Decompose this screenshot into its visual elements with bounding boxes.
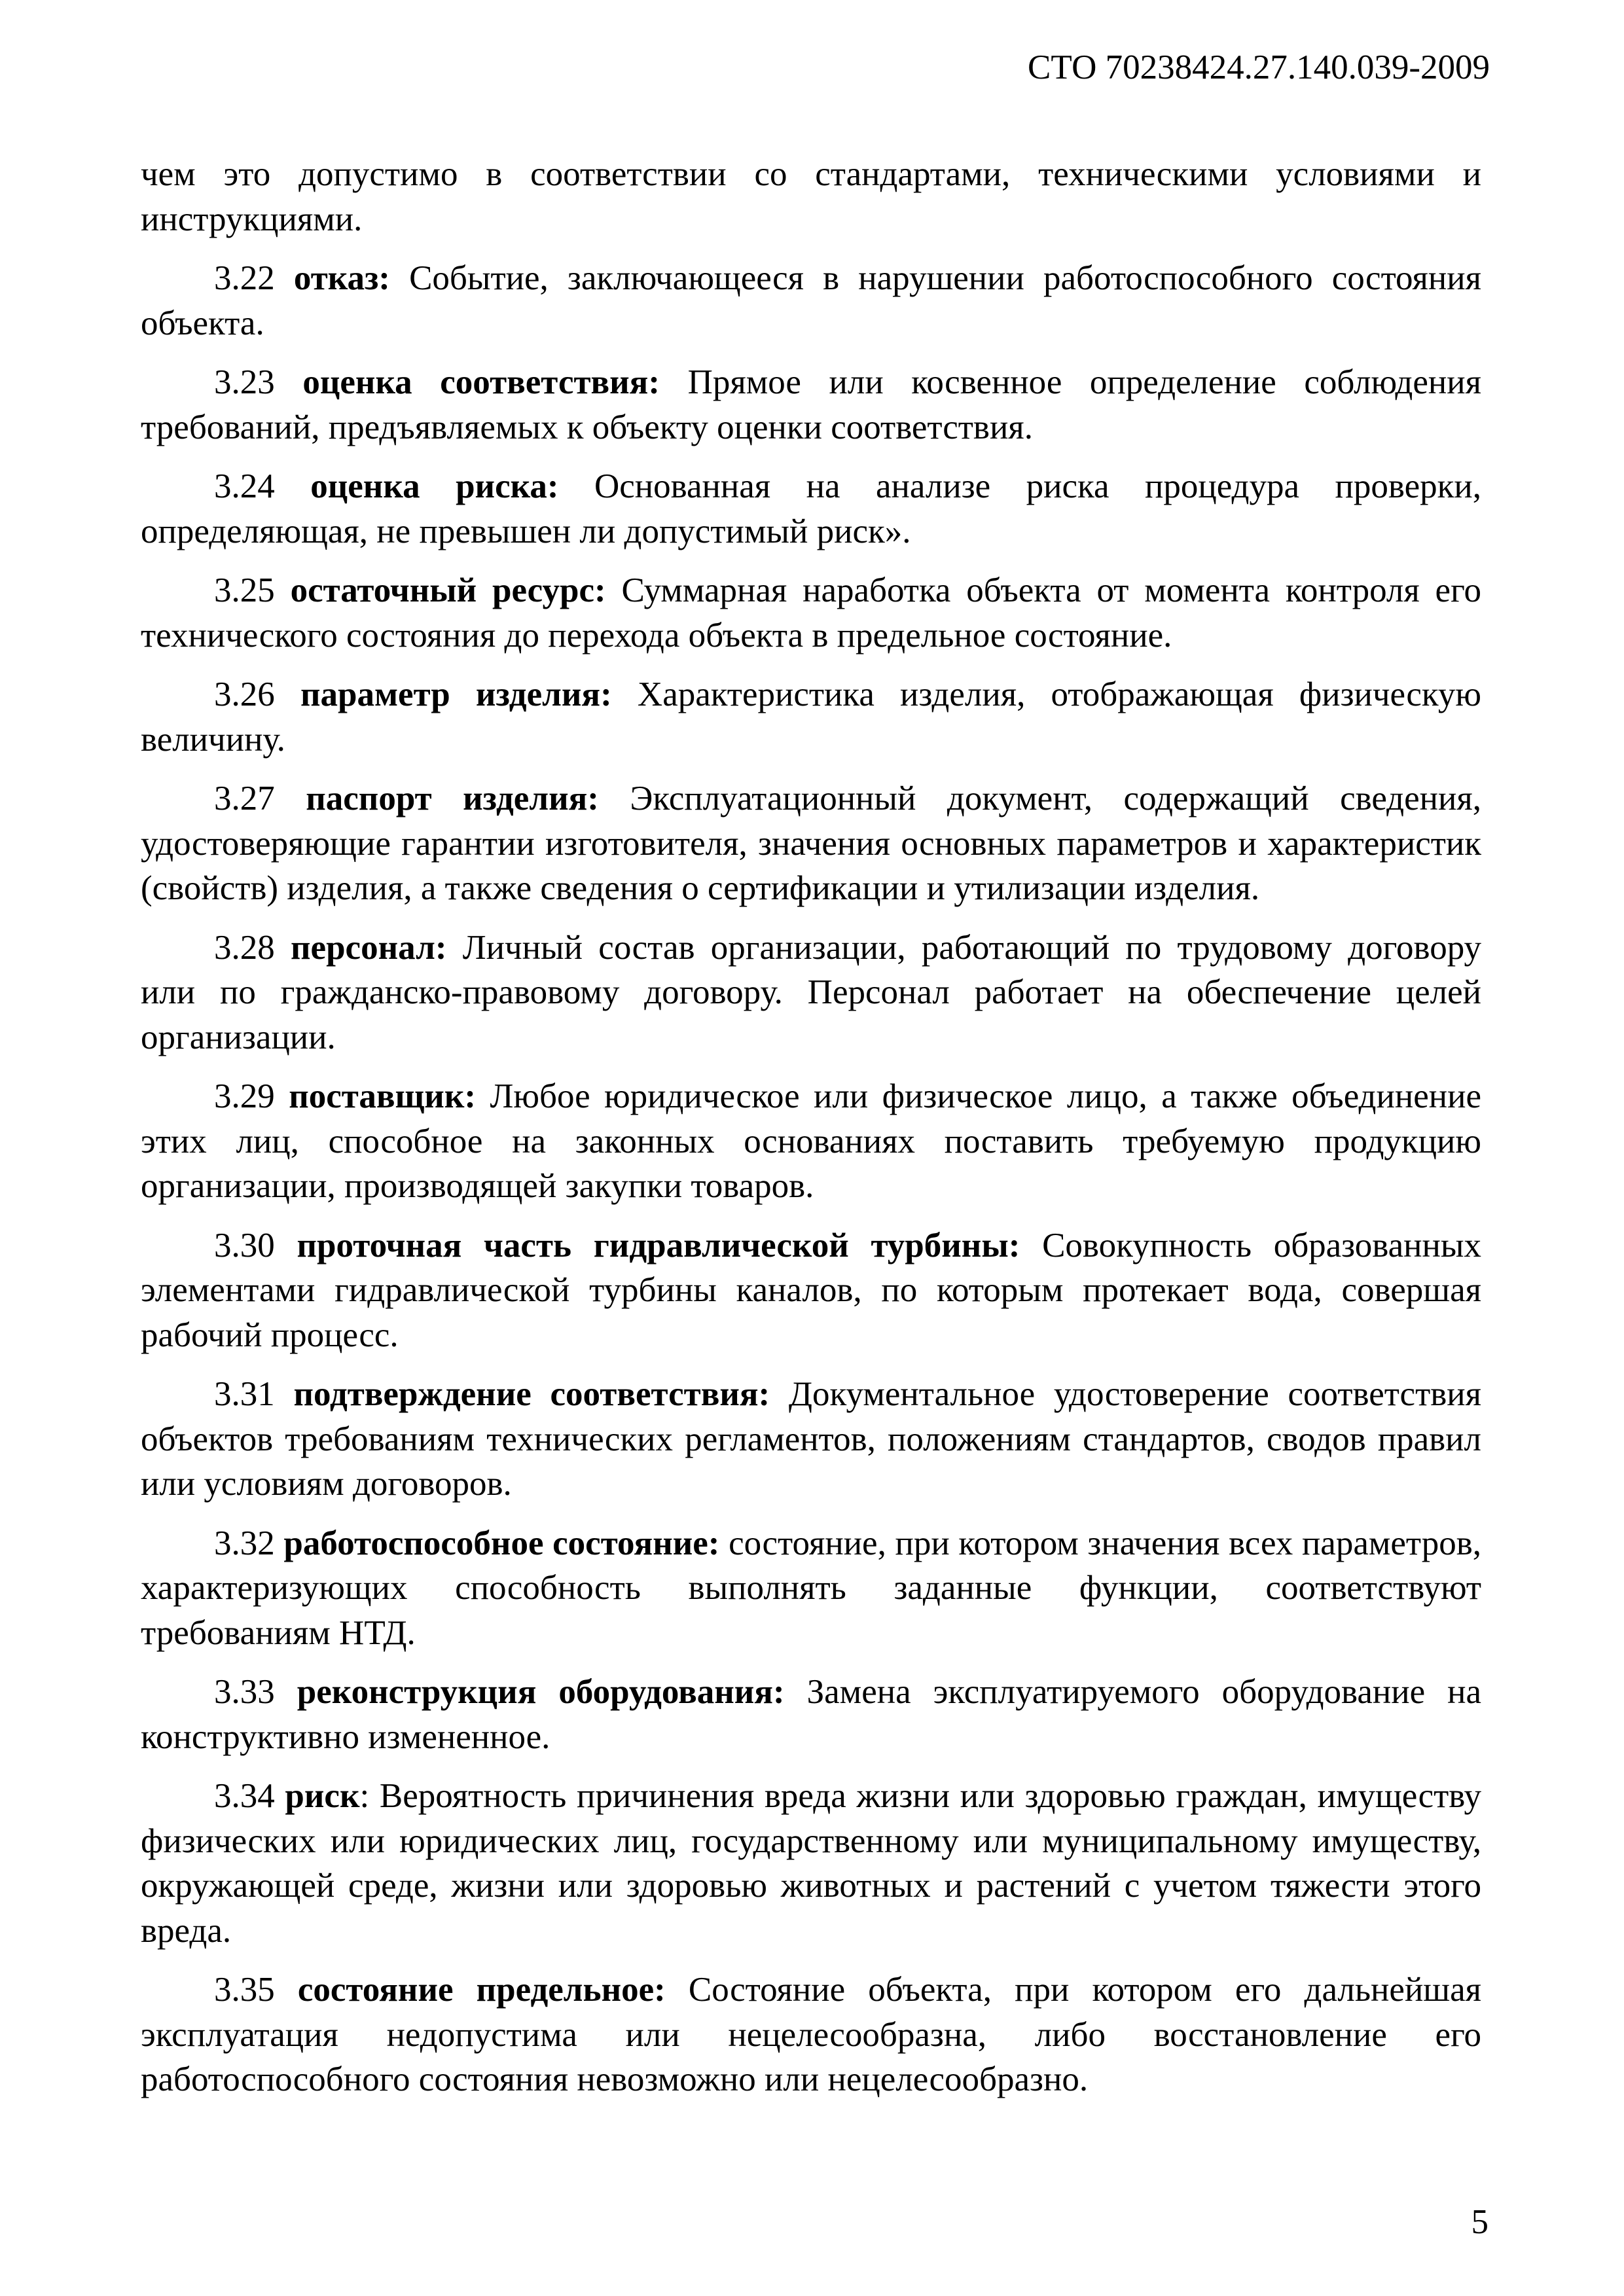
definition-number: 3.29 bbox=[214, 1077, 275, 1115]
definition-number: 3.22 bbox=[214, 259, 275, 297]
definition-text: Документальное удостоверение соответствия объектов требованиям технических регламентов, положениям стандартов, сводов правил или условиям договоров. bbox=[141, 1375, 1482, 1503]
definition-number: 3.24 bbox=[214, 467, 275, 505]
definition-item bbox=[141, 1074, 1481, 1209]
definition-number: 3.30 bbox=[214, 1226, 275, 1265]
continuation-paragraph: чем это допустимо в соответствии со стандартами, техническими условиями и инструкциями. bbox=[141, 155, 1481, 238]
definition-item bbox=[141, 568, 1481, 658]
definition-item bbox=[141, 1521, 1481, 1656]
definition-term: подтверждение соответствия: bbox=[293, 1375, 770, 1413]
page-body bbox=[141, 152, 1481, 2117]
definition-term: оценка риска: bbox=[310, 467, 559, 505]
definition-number: 3.28 bbox=[214, 928, 275, 967]
definition-number: 3.23 bbox=[214, 363, 275, 401]
definition-term: состояние предельное: bbox=[297, 1971, 666, 2009]
definition-term: персонал: bbox=[291, 928, 447, 967]
definition-term: проточная часть гидравлической турбины: bbox=[297, 1226, 1020, 1265]
definition-term: оценка соответствия: bbox=[302, 363, 660, 401]
definition-item bbox=[141, 256, 1481, 346]
definition-item bbox=[141, 1223, 1481, 1358]
definition-term: реконструкция оборудования: bbox=[297, 1673, 785, 1711]
definition-term: параметр изделия: bbox=[300, 675, 612, 713]
definition-item bbox=[141, 464, 1481, 554]
definition-number: 3.27 bbox=[214, 780, 275, 817]
definition-item bbox=[141, 925, 1481, 1060]
definition-term: отказ: bbox=[293, 259, 390, 297]
definition-number: 3.34 bbox=[214, 1777, 275, 1815]
definition-number: 3.35 bbox=[214, 1971, 275, 2009]
definition-item bbox=[141, 360, 1481, 450]
document-code: СТО 70238424.27.140.039-2009 bbox=[1028, 48, 1490, 86]
definition-text: Личный состав организации, работающий по трудовому договору или по гражданско-правовому договору. Персонал работает на обеспечение целей организации. bbox=[141, 928, 1482, 1056]
definition-text: Событие, заключающееся в нарушении работоспособного состояния объекта. bbox=[141, 259, 1482, 342]
page-number: 5 bbox=[1471, 2203, 1489, 2241]
definition-text: Суммарная наработка объекта от момента контроля его технического состояния до перехода объекта в предельное состояние. bbox=[141, 571, 1481, 655]
definition-number: 3.26 bbox=[214, 675, 275, 713]
definition-term: риск bbox=[285, 1777, 360, 1815]
definition-text: Любое юридическое или физическое лицо, а также объединение этих лиц, способное на законных основаниях поставить требуемую продукцию организации, производящей закупки товаров. bbox=[141, 1077, 1481, 1205]
definition-term: остаточный ресурс: bbox=[290, 571, 606, 609]
definition-term: паспорт изделия: bbox=[306, 780, 599, 817]
definition-item bbox=[141, 1774, 1481, 1953]
definition-item bbox=[141, 1372, 1481, 1507]
definition-text: Совокупность образованных элементами гидравлической турбины каналов, по которым протекает вода, совершая рабочий процесс. bbox=[141, 1226, 1481, 1354]
definition-term: поставщик: bbox=[289, 1077, 477, 1115]
definition-item bbox=[141, 1670, 1481, 1759]
definition-number: 3.31 bbox=[214, 1375, 275, 1413]
definition-item bbox=[141, 672, 1481, 762]
definition-text: состояние, при котором значения всех параметров, характеризующих способность выполнять заданные функции, соответствуют требованиям НТД. bbox=[141, 1524, 1482, 1652]
definition-text: Эксплуатационный документ, содержащий сведения, удостоверяющие гарантии изготовителя, значения основных параметров и характеристик (свойств) изделия, а также сведения о сертификации и утилизации изделия. bbox=[141, 780, 1482, 907]
definition-number: 3.33 bbox=[214, 1673, 275, 1711]
definition-term: работоспособное состояние: bbox=[283, 1524, 720, 1562]
definition-text: Основанная на анализе риска процедура проверки, определяющая, не превышен ли допустимый риск». bbox=[141, 467, 1482, 550]
definition-item bbox=[141, 776, 1481, 911]
definition-text: Состояние объекта, при котором его дальнейшая эксплуатация недопустима или нецелесообразна, либо восстановление его работоспособного состояния невозможно или нецелесообразно. bbox=[141, 1971, 1482, 2098]
definition-item bbox=[141, 1967, 1481, 2102]
definition-number: 3.25 bbox=[214, 571, 275, 609]
definitions-list bbox=[141, 256, 1481, 2102]
definition-text: Прямое или косвенное определение соблюдения требований, предъявляемых к объекту оценки соответствия. bbox=[141, 363, 1482, 446]
definition-text: Характеристика изделия, отображающая физическую величину. bbox=[141, 675, 1482, 759]
definition-text: Замена эксплуатируемого оборудование на конструктивно измененное. bbox=[141, 1673, 1482, 1756]
definition-text: : Вероятность причинения вреда жизни или здоровью граждан, имуществу физических или юридических лиц, государственному или муниципальному имуществу, окружающей среде, жизни или здоровью животных и растений с учетом тяжести этого вреда. bbox=[141, 1777, 1482, 1950]
definition-number: 3.32 bbox=[214, 1524, 275, 1562]
